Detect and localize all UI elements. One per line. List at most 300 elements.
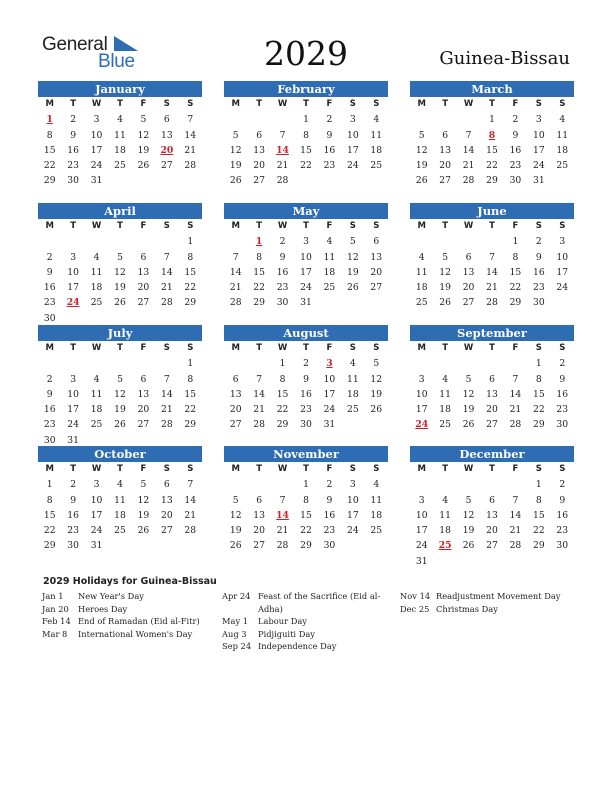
weekday-label: M [45, 464, 54, 474]
month-day-grid [410, 462, 574, 569]
day-cell: 2 [46, 251, 53, 263]
day-cell: 8 [303, 129, 309, 141]
day-cell: 25 [370, 160, 383, 172]
day-cell: 21 [229, 282, 242, 294]
holiday-date: 1 [255, 236, 263, 248]
holiday-date-label: Feb 14 [42, 616, 71, 626]
weekday-label: S [373, 221, 380, 231]
day-cell: 29 [533, 419, 545, 431]
day-cell: 4 [442, 494, 449, 506]
day-cell: 4 [349, 358, 356, 370]
day-cell: 23 [300, 404, 312, 416]
empty-cell [433, 477, 456, 492]
weekday-label: M [45, 99, 54, 109]
day-cell: 30 [556, 419, 569, 431]
day-cell: 31 [90, 540, 103, 552]
day-cell: 20 [462, 282, 475, 294]
day-cell: 22 [184, 282, 197, 294]
empty-cell [433, 234, 456, 249]
day-cell: 7 [279, 494, 286, 506]
day-cell: 10 [67, 388, 79, 400]
day-cell: 21 [184, 144, 197, 156]
holiday-name: Heroes Day [78, 603, 128, 614]
day-cell: 15 [43, 509, 56, 521]
day-cell: 2 [303, 358, 309, 370]
day-cell: 28 [509, 419, 522, 431]
empty-cell [61, 356, 84, 371]
holiday-name: Independence Day [258, 641, 337, 651]
logo-general-text: General [42, 34, 108, 55]
day-cell: 29 [184, 419, 197, 431]
day-cell: 2 [512, 114, 519, 126]
holiday-row [222, 590, 392, 615]
day-cell: 27 [486, 540, 498, 552]
day-cell: 10 [67, 266, 79, 278]
calendar-year: 2029 [264, 34, 348, 73]
weekday-label: S [163, 343, 170, 353]
day-cell: 10 [323, 373, 336, 385]
day-cell: 18 [556, 144, 569, 156]
day-cell: 6 [140, 373, 147, 385]
weekday-label: M [231, 221, 240, 231]
day-cell: 14 [509, 509, 522, 521]
weekday-label: W [463, 99, 474, 109]
day-cell: 29 [533, 540, 545, 552]
day-cell: 31 [90, 175, 103, 187]
day-cell: 2 [46, 373, 53, 385]
day-cell: 17 [556, 266, 569, 278]
day-cell: 23 [556, 404, 569, 416]
day-cell: 5 [232, 129, 239, 141]
weekday-label: S [187, 464, 194, 474]
day-cell: 22 [533, 404, 545, 416]
day-cell: 1 [187, 358, 194, 370]
holiday-row [42, 615, 212, 628]
day-cell: 21 [276, 525, 289, 537]
day-cell: 26 [462, 419, 475, 431]
day-cell: 2 [326, 114, 333, 126]
day-cell: 6 [163, 479, 170, 491]
day-cell: 12 [114, 266, 126, 278]
day-cell: 18 [114, 509, 126, 521]
day-cell: 11 [90, 388, 103, 400]
day-cell: 22 [253, 282, 265, 294]
day-cell: 30 [323, 540, 336, 552]
weekday-label: F [326, 464, 333, 474]
day-cell: 29 [184, 297, 197, 309]
weekday-label: W [91, 343, 102, 353]
day-cell: 22 [509, 282, 522, 294]
day-cell: 11 [323, 251, 336, 263]
day-cell: 31 [533, 175, 545, 187]
day-cell: 31 [323, 419, 336, 431]
day-cell: 22 [300, 525, 312, 537]
day-cell: 4 [559, 114, 566, 126]
day-cell: 31 [67, 434, 79, 446]
weekday-label: W [463, 464, 474, 474]
holiday-name: End of Ramadan (Eid al-Fitr) [78, 616, 200, 626]
day-cell: 8 [279, 373, 286, 385]
weekday-label: T [489, 221, 495, 231]
day-cell: 23 [509, 160, 522, 172]
day-cell: 21 [161, 404, 173, 416]
weekday-label: S [535, 221, 542, 231]
empty-cell [155, 234, 178, 249]
weekday-label: M [231, 99, 240, 109]
day-cell: 2 [559, 479, 566, 491]
day-cell: 16 [43, 282, 56, 294]
day-cell: 10 [556, 251, 569, 263]
day-cell: 1 [512, 236, 519, 248]
weekday-label: T [70, 343, 77, 353]
day-cell: 9 [70, 129, 77, 141]
holiday-name: New Year's Day [78, 591, 144, 601]
day-cell: 28 [184, 525, 197, 537]
day-cell: 30 [67, 540, 79, 552]
day-cell: 22 [43, 160, 56, 172]
day-cell: 15 [533, 388, 545, 400]
day-cell: 17 [300, 266, 312, 278]
weekday-label: W [277, 99, 288, 109]
weekday-label: W [277, 221, 288, 231]
month-february [224, 81, 388, 189]
weekday-label: F [140, 343, 147, 353]
day-cell: 17 [347, 509, 359, 521]
day-cell: 20 [486, 525, 498, 537]
empty-cell [85, 356, 108, 371]
day-cell: 3 [559, 236, 566, 248]
day-cell: 1 [535, 479, 542, 491]
day-cell: 15 [276, 388, 289, 400]
day-cell: 25 [439, 419, 451, 431]
month-day-grid [224, 341, 388, 433]
day-cell: 19 [137, 144, 150, 156]
weekday-label: T [117, 343, 123, 353]
weekday-label: T [442, 221, 449, 231]
day-cell: 27 [439, 175, 451, 187]
empty-cell [247, 477, 270, 492]
month-june [410, 203, 574, 311]
day-cell: 30 [533, 297, 545, 309]
month-header: April [38, 203, 202, 219]
holiday-name: Readjustment Movement Day [436, 591, 561, 601]
empty-cell [504, 477, 527, 492]
month-day-grid [38, 219, 202, 326]
day-cell: 24 [556, 282, 569, 294]
weekday-label: T [442, 343, 449, 353]
day-cell: 24 [533, 160, 545, 172]
day-cell: 9 [559, 373, 566, 385]
weekday-label: M [231, 464, 240, 474]
empty-cell [224, 112, 247, 127]
holidays-title: 2029 Holidays for Guinea-Bissau [43, 576, 217, 587]
day-cell: 6 [489, 373, 495, 385]
day-cell: 27 [370, 282, 383, 294]
day-cell: 12 [137, 129, 150, 141]
day-cell: 15 [184, 266, 197, 278]
weekday-label: T [303, 221, 309, 231]
day-cell: 5 [117, 373, 123, 385]
day-cell: 19 [439, 282, 451, 294]
month-april [38, 203, 202, 326]
day-cell: 29 [486, 175, 498, 187]
day-cell: 16 [556, 388, 569, 400]
day-cell: 12 [114, 388, 126, 400]
month-july [38, 325, 202, 448]
month-day-grid [224, 97, 388, 189]
day-cell: 23 [43, 419, 56, 431]
empty-cell [132, 234, 155, 249]
day-cell: 7 [279, 129, 286, 141]
weekday-label: S [163, 464, 170, 474]
day-cell: 3 [93, 114, 100, 126]
day-cell: 18 [323, 266, 336, 278]
weekday-label: T [303, 464, 309, 474]
day-cell: 3 [418, 494, 425, 506]
empty-cell [480, 234, 503, 249]
day-cell: 24 [300, 282, 312, 294]
weekday-label: M [417, 464, 426, 474]
month-august [224, 325, 388, 433]
weekday-label: W [277, 343, 288, 353]
day-cell: 21 [253, 404, 265, 416]
day-cell: 27 [161, 525, 173, 537]
weekday-label: F [512, 343, 519, 353]
day-cell: 26 [137, 525, 150, 537]
day-cell: 25 [556, 160, 569, 172]
day-cell: 4 [442, 373, 449, 385]
day-cell: 19 [462, 404, 475, 416]
day-cell: 8 [535, 494, 542, 506]
day-cell: 18 [439, 404, 451, 416]
day-cell: 14 [184, 494, 197, 506]
weekday-label: S [349, 221, 356, 231]
month-day-grid [38, 462, 202, 554]
day-cell: 19 [114, 404, 126, 416]
day-cell: 7 [187, 114, 194, 126]
weekday-label: W [91, 99, 102, 109]
month-header: October [38, 446, 202, 462]
holiday-name: Feast of the Sacrifice (Eid al-Adha) [258, 591, 381, 614]
day-cell: 21 [509, 525, 522, 537]
weekday-label: T [442, 464, 449, 474]
day-cell: 11 [114, 494, 126, 506]
holiday-name: Christmas Day [436, 603, 498, 614]
day-cell: 30 [43, 434, 56, 446]
logo-blue-text: Blue [98, 51, 135, 72]
day-cell: 20 [161, 509, 173, 521]
day-cell: 13 [137, 388, 150, 400]
day-cell: 12 [370, 373, 383, 385]
weekday-label: F [512, 464, 519, 474]
empty-cell [247, 112, 270, 127]
day-cell: 5 [465, 373, 472, 385]
day-cell: 9 [535, 251, 542, 263]
day-cell: 20 [137, 404, 150, 416]
day-cell: 30 [276, 297, 289, 309]
empty-cell [224, 234, 247, 249]
empty-cell [85, 234, 108, 249]
holiday-date: 20 [160, 144, 174, 156]
day-cell: 17 [90, 144, 103, 156]
day-cell: 1 [535, 358, 542, 370]
day-cell: 24 [67, 419, 79, 431]
day-cell: 3 [70, 251, 77, 263]
day-cell: 24 [347, 525, 359, 537]
day-cell: 1 [303, 114, 309, 126]
day-cell: 13 [161, 494, 173, 506]
day-cell: 18 [370, 509, 383, 521]
day-cell: 3 [535, 114, 542, 126]
day-cell: 28 [486, 297, 498, 309]
weekday-label: S [163, 99, 170, 109]
day-cell: 3 [349, 114, 356, 126]
day-cell: 12 [462, 509, 475, 521]
day-cell: 7 [465, 129, 472, 141]
day-cell: 4 [373, 114, 380, 126]
day-cell: 8 [187, 251, 194, 263]
day-cell: 7 [512, 373, 519, 385]
weekday-label: T [442, 99, 449, 109]
month-header: May [224, 203, 388, 219]
weekday-label: S [163, 221, 170, 231]
weekday-label: T [489, 464, 495, 474]
month-header: December [410, 446, 574, 462]
holiday-date: 25 [438, 540, 452, 552]
holiday-date: 24 [66, 297, 80, 309]
day-cell: 9 [70, 494, 77, 506]
day-cell: 18 [90, 282, 103, 294]
weekday-label: S [559, 343, 566, 353]
day-cell: 2 [535, 236, 542, 248]
empty-cell [480, 356, 503, 371]
day-cell: 15 [300, 509, 312, 521]
day-cell: 5 [465, 494, 472, 506]
weekday-label: S [349, 343, 356, 353]
day-cell: 16 [323, 509, 336, 521]
day-cell: 27 [253, 540, 265, 552]
day-cell: 25 [114, 525, 126, 537]
day-cell: 9 [326, 494, 333, 506]
day-cell: 11 [114, 129, 126, 141]
weekday-label: F [326, 343, 333, 353]
weekday-label: M [417, 221, 426, 231]
day-cell: 18 [439, 525, 451, 537]
weekday-label: S [559, 464, 566, 474]
day-cell: 2 [326, 479, 333, 491]
empty-cell [108, 356, 131, 371]
day-cell: 1 [279, 358, 286, 370]
day-cell: 18 [90, 404, 103, 416]
day-cell: 18 [114, 144, 126, 156]
day-cell: 28 [462, 175, 475, 187]
day-cell: 15 [300, 144, 312, 156]
day-cell: 6 [256, 129, 263, 141]
holiday-row [400, 603, 570, 616]
day-cell: 18 [370, 144, 383, 156]
day-cell: 13 [486, 388, 498, 400]
weekday-label: T [70, 464, 77, 474]
day-cell: 16 [43, 404, 56, 416]
day-cell: 21 [184, 509, 197, 521]
day-cell: 7 [256, 373, 263, 385]
day-cell: 1 [489, 114, 495, 126]
day-cell: 19 [229, 525, 242, 537]
empty-cell [271, 112, 294, 127]
day-cell: 9 [279, 251, 286, 263]
empty-cell [132, 356, 155, 371]
weekday-label: S [373, 464, 380, 474]
holiday-date-label: Sep 24 [222, 641, 252, 651]
day-cell: 14 [509, 388, 522, 400]
day-cell: 28 [161, 419, 173, 431]
day-cell: 20 [253, 525, 265, 537]
month-header: November [224, 446, 388, 462]
day-cell: 7 [187, 479, 194, 491]
day-cell: 4 [418, 251, 425, 263]
day-cell: 10 [415, 509, 428, 521]
day-cell: 6 [373, 236, 380, 248]
weekday-label: W [91, 221, 102, 231]
month-header: February [224, 81, 388, 97]
holiday-date: 3 [326, 358, 333, 370]
weekday-label: M [45, 343, 54, 353]
weekday-label: T [117, 221, 123, 231]
empty-cell [224, 356, 247, 371]
day-cell: 26 [137, 160, 150, 172]
day-cell: 16 [556, 509, 569, 521]
day-cell: 27 [229, 419, 242, 431]
month-header: July [38, 325, 202, 341]
day-cell: 17 [415, 525, 428, 537]
day-cell: 9 [512, 129, 519, 141]
day-cell: 15 [509, 266, 522, 278]
weekday-label: S [373, 99, 380, 109]
day-cell: 29 [300, 540, 312, 552]
day-cell: 17 [67, 282, 79, 294]
day-cell: 12 [439, 266, 451, 278]
weekday-label: F [326, 221, 333, 231]
day-cell: 30 [509, 175, 522, 187]
weekday-label: T [303, 343, 309, 353]
day-cell: 15 [253, 266, 265, 278]
weekday-label: F [326, 99, 333, 109]
day-cell: 2 [70, 114, 77, 126]
day-cell: 28 [229, 297, 242, 309]
day-cell: 23 [67, 160, 79, 172]
day-cell: 20 [137, 282, 150, 294]
day-cell: 11 [556, 129, 569, 141]
weekday-label: T [256, 99, 263, 109]
holiday-date-label: Mar 8 [42, 628, 68, 639]
weekday-label: M [417, 343, 426, 353]
day-cell: 22 [486, 160, 498, 172]
day-cell: 19 [347, 266, 359, 278]
day-cell: 12 [462, 388, 475, 400]
day-cell: 18 [347, 388, 359, 400]
day-cell: 21 [509, 404, 522, 416]
day-cell: 21 [276, 160, 289, 172]
holiday-name: Labour Day [258, 616, 307, 626]
day-cell: 16 [323, 144, 336, 156]
day-cell: 11 [415, 266, 428, 278]
holiday-date-label: Jan 20 [42, 603, 69, 614]
holiday-date: 1 [46, 114, 53, 126]
day-cell: 25 [347, 404, 359, 416]
day-cell: 15 [43, 144, 56, 156]
month-day-grid [410, 97, 574, 189]
weekday-label: T [256, 343, 263, 353]
